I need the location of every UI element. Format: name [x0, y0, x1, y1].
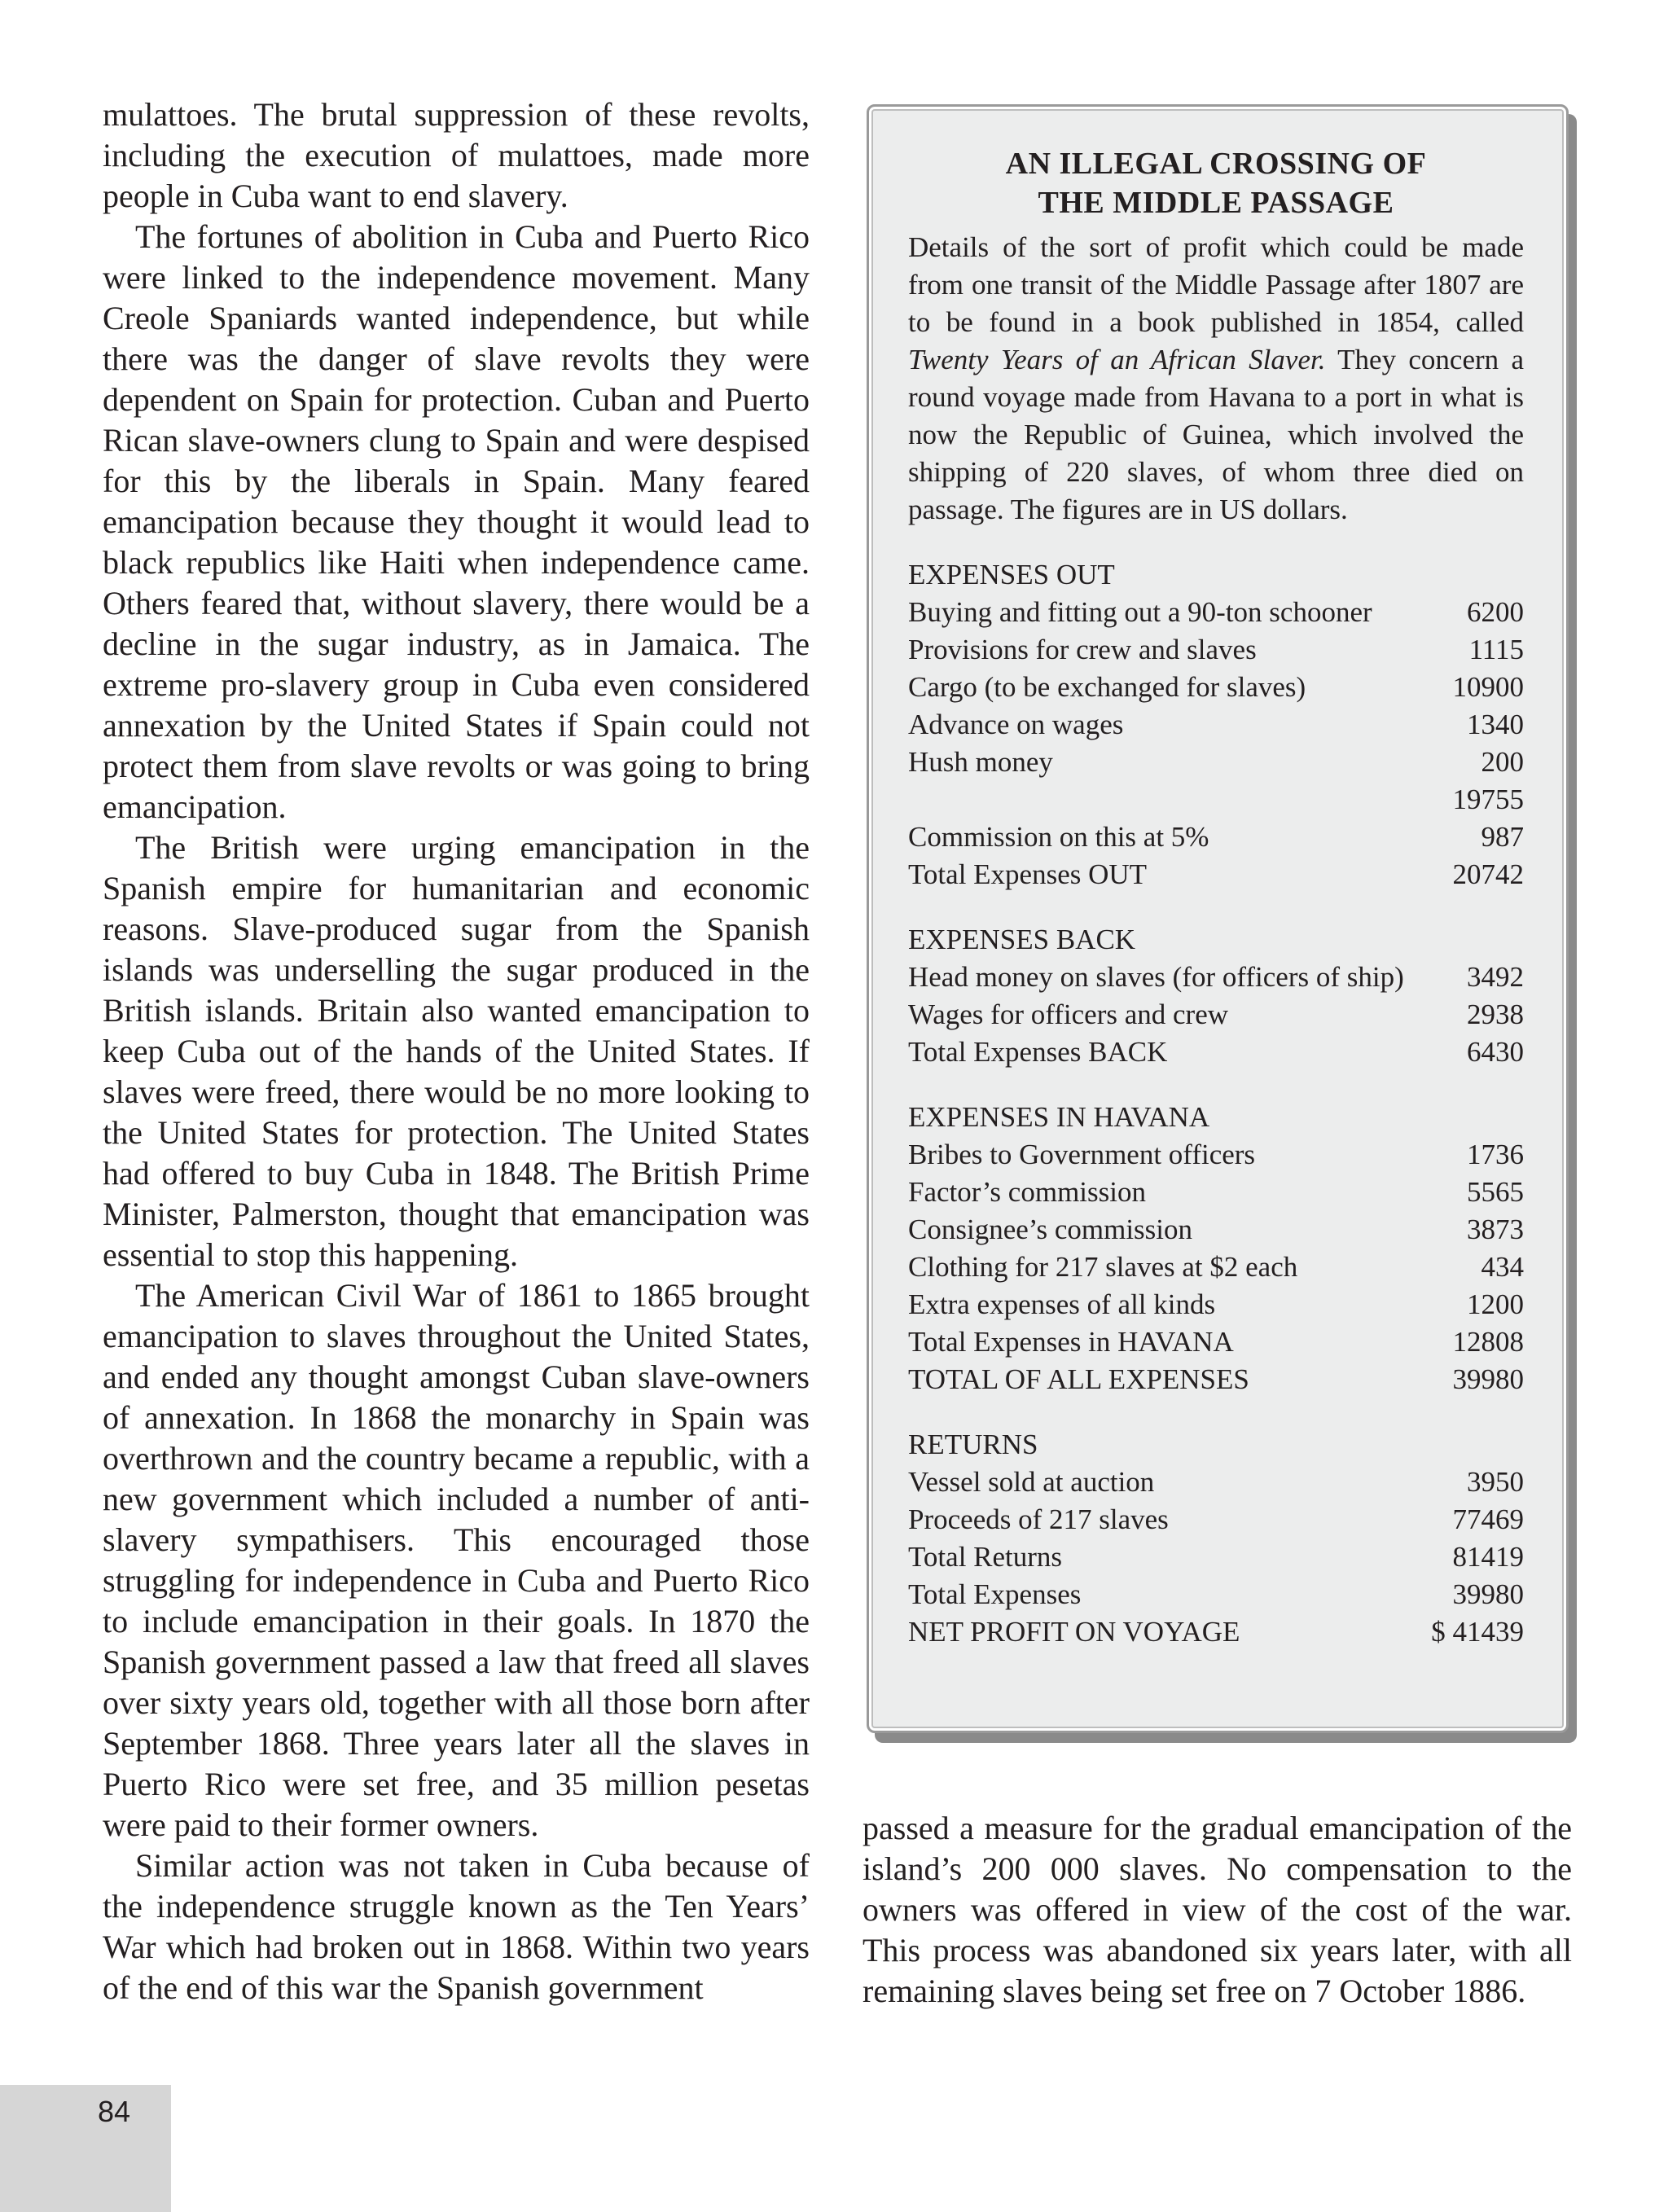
row-label: NET PROFIT ON VOYAGE [908, 1616, 1240, 1648]
row-label: Total Expenses OUT [908, 858, 1148, 890]
grand-total-row [908, 1361, 1524, 1398]
row-label: Commission on this at 5% [908, 821, 1209, 853]
section-heading: EXPENSES OUT [908, 559, 1115, 590]
intro-text: They concern a round voyage made from Havana to a port in what is now the Republic of Guinea, which involved the shipping of 220 slaves, of whom three died on passage. The figures are in US dollars. [908, 344, 1524, 525]
expense-row [908, 959, 1524, 996]
row-amount: $ 41439 [1431, 1616, 1524, 1648]
page-number: 84 [98, 2095, 131, 2128]
row-amount: 3950 [1467, 1466, 1524, 1498]
row-label: Vessel sold at auction [908, 1466, 1155, 1498]
section-expenses-havana [908, 1099, 1524, 1398]
section-expenses-out [908, 556, 1524, 893]
section-heading: EXPENSES BACK [908, 924, 1136, 955]
expense-row [908, 1286, 1524, 1323]
expense-row [908, 594, 1524, 631]
subtotal-row [908, 781, 1524, 819]
net-profit-row [908, 1613, 1524, 1651]
sidebar-intro [908, 229, 1524, 529]
row-amount: 3492 [1467, 961, 1524, 993]
row-label: Buying and fitting out a 90-ton schooner [908, 596, 1372, 628]
total-row [908, 1323, 1524, 1361]
row-label: Advance on wages [908, 709, 1124, 740]
row-amount: 39980 [1452, 1578, 1524, 1610]
row-amount: 1115 [1468, 634, 1524, 665]
expense-row [908, 1211, 1524, 1249]
section-heading: EXPENSES IN HAVANA [908, 1101, 1210, 1133]
row-label: Total Returns [908, 1541, 1063, 1573]
row-amount: 81419 [1452, 1541, 1524, 1573]
row-amount: 2938 [1467, 998, 1524, 1030]
intro-text: Details of the sort of profit which could be made from one transit of the Middle Passage after 1807 are to be found in a book published in 1854, called [908, 231, 1524, 338]
row-label: Extra expenses of all kinds [908, 1288, 1216, 1320]
return-row [908, 1501, 1524, 1538]
page-number-tab [0, 2085, 171, 2212]
sidebar-title [908, 144, 1524, 222]
paragraph: passed a measure for the gradual emancipation of the island’s 200 000 slaves. No compensation to the owners was offered in view of the cost of the war. This process was abandoned six years later, with all remaining slaves being set free on 7 October 1886. [863, 1810, 1572, 2009]
paragraph: Similar action was not taken in Cuba because of the independence struggle known as the Ten Years’ War which had broken out in 1868. Within two years of the end of this war the Spanish government [103, 1847, 810, 2006]
row-amount: 20742 [1452, 858, 1524, 890]
row-amount: 12808 [1452, 1326, 1524, 1358]
row-amount: 5565 [1467, 1176, 1524, 1208]
row-label: Consignee’s commission [908, 1214, 1193, 1245]
sidebar-title-line: AN ILLEGAL CROSSING OF [1005, 147, 1427, 181]
row-amount: 19755 [1452, 783, 1524, 815]
section-heading: RETURNS [908, 1429, 1038, 1460]
row-label: Bribes to Government officers [908, 1139, 1256, 1170]
row-label: Wages for officers and crew [908, 998, 1229, 1030]
row-amount: 39980 [1452, 1363, 1524, 1395]
return-row [908, 1538, 1524, 1576]
sidebar-title-line: THE MIDDLE PASSAGE [1038, 186, 1394, 220]
row-label: Factor’s commission [908, 1176, 1146, 1208]
row-label: Clothing for 217 slaves at $2 each [908, 1251, 1298, 1283]
row-amount: 1736 [1467, 1139, 1524, 1170]
row-amount: 10900 [1452, 671, 1524, 703]
row-label: TOTAL OF ALL EXPENSES [908, 1363, 1249, 1395]
left-column-text [103, 94, 810, 2008]
row-amount: 77469 [1452, 1503, 1524, 1535]
row-amount: 6200 [1467, 596, 1524, 628]
expense-row [908, 1174, 1524, 1211]
right-column-text [863, 1808, 1572, 2012]
row-label: Proceeds of 217 slaves [908, 1503, 1169, 1535]
row-label: Hush money [908, 746, 1053, 778]
section-expenses-back [908, 921, 1524, 1071]
return-row [908, 1464, 1524, 1501]
row-label: Head money on slaves (for officers of ship) [908, 961, 1404, 993]
row-label: Total Expenses [908, 1578, 1082, 1610]
expense-row [908, 744, 1524, 781]
row-label: Provisions for crew and slaves [908, 634, 1257, 665]
expense-row [908, 819, 1524, 856]
sidebar-content [908, 144, 1524, 1651]
expense-row [908, 996, 1524, 1034]
expense-row [908, 669, 1524, 706]
total-row [908, 856, 1524, 893]
row-amount: 1200 [1467, 1288, 1524, 1320]
return-row [908, 1576, 1524, 1613]
row-label: Total Expenses in HAVANA [908, 1326, 1234, 1358]
sidebar-box [867, 104, 1569, 1733]
paragraph: The American Civil War of 1861 to 1865 brought emancipation to slaves throughout the United States, and ended any thought amongst Cuban slave-owners of annexation. In 1868 the monarchy in Spain was overthrown and the country became a republic, with a new government which included a number of anti-slavery sympathisers. This encouraged those struggling for independence in Cuba and Puerto Rico to include emancipation in their goals. In 1870 the Spanish government passed a law that freed all slaves over sixty years old, together with all those born after September 1868. Three years later all the slaves in Puerto Rico were set free, and 35 million pesetas were paid to their former owners. [103, 1277, 810, 1843]
row-amount: 3873 [1467, 1214, 1524, 1245]
section-returns [908, 1426, 1524, 1651]
paragraph: The British were urging emancipation in the Spanish empire for humanitarian and economic reasons. Slave-produced sugar from the Spanish islands was underselling the sugar produced in the British islands. Britain also wanted emancipation to keep Cuba out of the hands of the United States. If slaves were freed, there would be no more looking to the United States for protection. The United States had offered to buy Cuba in 1848. The British Prime Minister, Palmerston, thought that emancipation was essential to stop this happening. [103, 829, 810, 1273]
expense-row [908, 706, 1524, 744]
row-amount: 6430 [1467, 1036, 1524, 1068]
row-amount: 987 [1481, 821, 1524, 853]
expense-row [908, 1136, 1524, 1174]
book-title: Twenty Years of an African Slaver. [908, 344, 1326, 375]
row-label: Cargo (to be exchanged for slaves) [908, 671, 1306, 703]
row-label: Total Expenses BACK [908, 1036, 1168, 1068]
paragraph: The fortunes of abolition in Cuba and Puerto Rico were linked to the independence movement. Many Creole Spaniards wanted independence, but while there was the danger of slave revolts they were dependent on Spain for protection. Cuban and Puerto Rican slave-owners clung to Spain and were despised for this by the liberals in Spain. Many feared emancipation because they thought it would lead to black republics like Haiti when independence came. Others feared that, without slavery, there would be a decline in the sugar industry, as in Jamaica. The extreme pro-slavery group in Cuba even considered annexation by the United States if Spain could not protect them from slave revolts or was going to bring emancipation. [103, 218, 810, 825]
row-amount: 200 [1481, 746, 1524, 778]
expense-row [908, 1249, 1524, 1286]
expense-row [908, 631, 1524, 669]
paragraph: mulattoes. The brutal suppression of these revolts, including the execution of mulattoes, made more people in Cuba want to end slavery. [103, 96, 810, 214]
row-amount: 434 [1481, 1251, 1524, 1283]
row-amount: 1340 [1467, 709, 1524, 740]
total-row [908, 1034, 1524, 1071]
